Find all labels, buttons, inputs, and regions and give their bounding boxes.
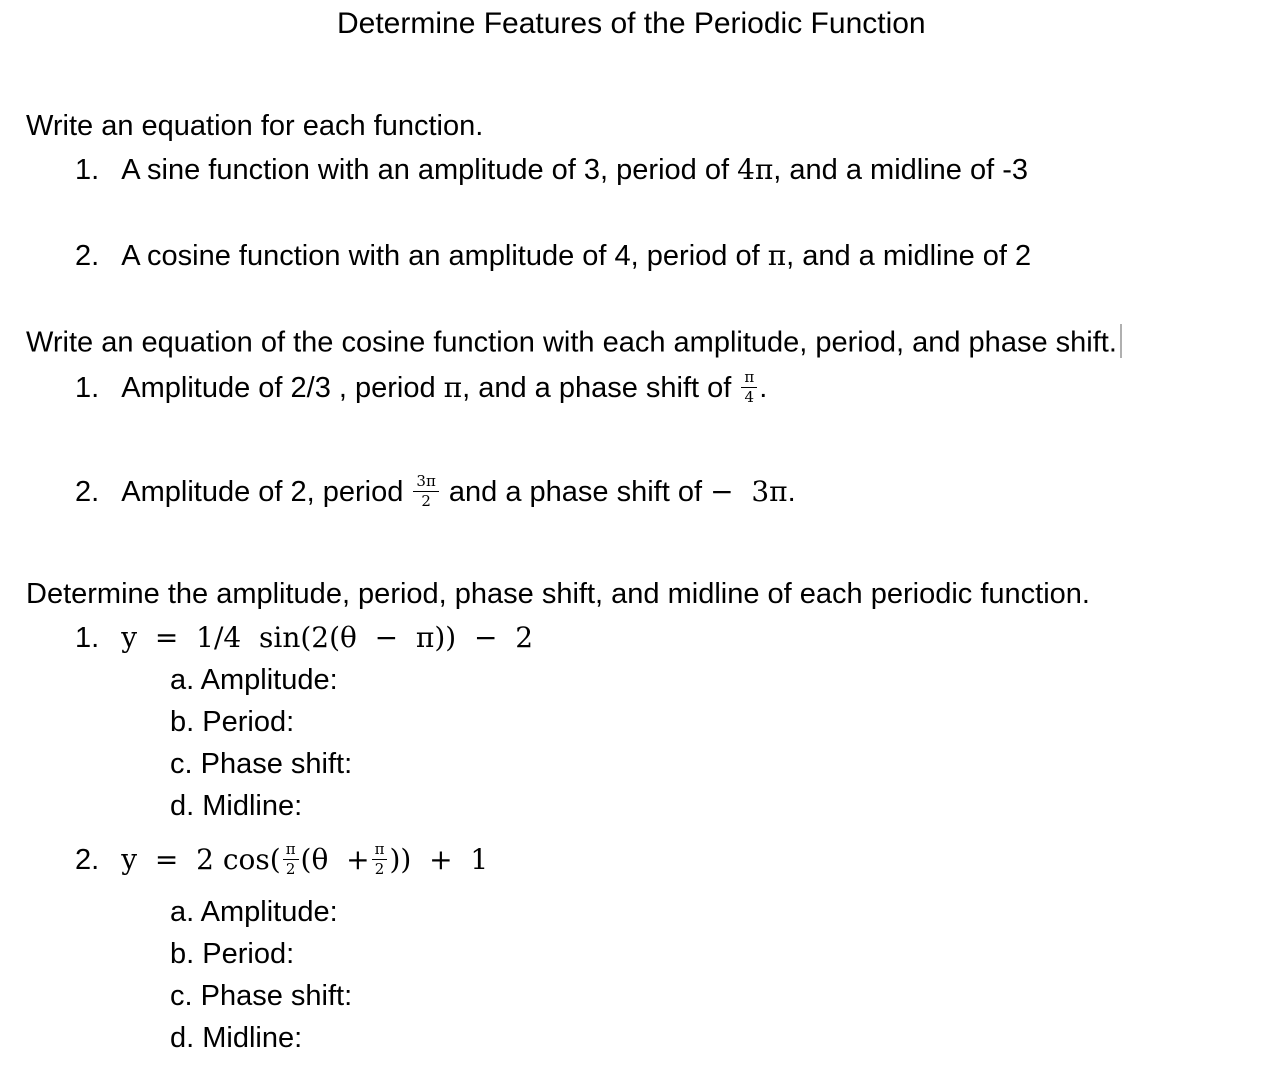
fraction-phase-shift bbox=[741, 370, 757, 405]
subitem-period-1 bbox=[170, 708, 294, 737]
fraction-numerator: 3π bbox=[413, 474, 438, 492]
item-text-end: , and a midline of -3 bbox=[773, 154, 1028, 186]
section2-heading bbox=[26, 327, 1122, 361]
item-text-mid: , and a phase shift of bbox=[462, 372, 740, 405]
item-text: A sine function with an amplitude of 3, period of bbox=[121, 154, 738, 186]
sub-letter: b. bbox=[170, 938, 195, 970]
subitem-amplitude-2 bbox=[170, 898, 338, 927]
item-number: 1. bbox=[75, 622, 100, 654]
section3-item-1 bbox=[75, 621, 534, 654]
item-number: 1. bbox=[75, 154, 100, 186]
page-title: Determine Features of the Periodic Function bbox=[337, 7, 926, 40]
subitem-midline-2 bbox=[170, 1024, 302, 1053]
section1-item-1 bbox=[75, 153, 1028, 186]
sub-letter: b. bbox=[170, 706, 195, 738]
equation-2-start: y = 2 cos( bbox=[121, 843, 281, 877]
equation-2-mid: (θ + bbox=[300, 843, 370, 877]
item-number: 2. bbox=[75, 240, 100, 272]
sub-letter: a. bbox=[170, 896, 195, 928]
section3-item-2 bbox=[75, 840, 489, 879]
item-text-end: , and a midline of 2 bbox=[786, 240, 1032, 272]
item-number: 1. bbox=[75, 372, 100, 405]
math-period: 4π bbox=[737, 153, 774, 186]
fraction-denominator: 4 bbox=[744, 388, 755, 406]
sub-label: Period: bbox=[202, 938, 295, 970]
section2-item-1 bbox=[75, 368, 768, 407]
fraction-numerator: π bbox=[372, 842, 388, 860]
sub-label: Midline: bbox=[202, 1022, 303, 1054]
item-number: 2. bbox=[75, 844, 100, 877]
sub-letter: c. bbox=[170, 980, 193, 1012]
item-number: 2. bbox=[75, 476, 100, 509]
item-text: Amplitude of 2, period bbox=[121, 476, 412, 509]
fraction-coefficient bbox=[283, 842, 299, 877]
fraction-numerator: π bbox=[283, 842, 299, 860]
subitem-midline-1 bbox=[170, 792, 302, 821]
subitem-amplitude-1 bbox=[170, 666, 338, 695]
math-period: π bbox=[767, 239, 787, 272]
fraction-period bbox=[413, 474, 438, 509]
item-text: Amplitude of 2/3 , period bbox=[121, 372, 444, 405]
fraction-denominator: 2 bbox=[421, 492, 431, 510]
item-text: A cosine function with an amplitude of 4, period of bbox=[121, 240, 768, 272]
subitem-period-2 bbox=[170, 940, 294, 969]
item-text-mid: and a phase shift of bbox=[440, 476, 711, 509]
fraction-numerator: π bbox=[741, 370, 757, 388]
math-phase-shift: − 3π bbox=[710, 475, 788, 509]
fraction-denominator: 2 bbox=[374, 860, 385, 878]
subitem-phase-shift-1 bbox=[170, 750, 352, 779]
section2-heading-text: Write an equation of the cosine function with each amplitude, period, and phase shift. bbox=[26, 326, 1117, 359]
item-text-end: . bbox=[759, 372, 768, 405]
fraction-denominator: 2 bbox=[285, 860, 296, 878]
sub-label: Midline: bbox=[202, 790, 303, 822]
section1-item-2 bbox=[75, 239, 1032, 272]
equation-1: y = 1/4 sin(2(θ − π)) − 2 bbox=[121, 621, 534, 654]
sub-letter: c. bbox=[170, 748, 193, 780]
sub-label: Phase shift: bbox=[200, 748, 353, 780]
sub-label: Amplitude: bbox=[200, 896, 338, 928]
section3-heading: Determine the amplitude, period, phase shift, and midline of each periodic function. bbox=[26, 578, 1090, 610]
equation-2-end: )) + 1 bbox=[389, 843, 489, 877]
sub-label: Phase shift: bbox=[200, 980, 353, 1012]
math-period: π bbox=[443, 371, 463, 405]
sub-label: Amplitude: bbox=[200, 664, 338, 696]
subitem-phase-shift-2 bbox=[170, 982, 352, 1011]
section2-item-2 bbox=[75, 472, 796, 511]
fraction-shift bbox=[372, 842, 388, 877]
section1-heading: Write an equation for each function. bbox=[26, 110, 484, 142]
text-cursor bbox=[1120, 324, 1122, 358]
sub-letter: a. bbox=[170, 664, 195, 696]
sub-letter: d. bbox=[170, 1022, 195, 1054]
sub-letter: d. bbox=[170, 790, 195, 822]
sub-label: Period: bbox=[202, 706, 295, 738]
item-text-end: . bbox=[787, 476, 796, 509]
